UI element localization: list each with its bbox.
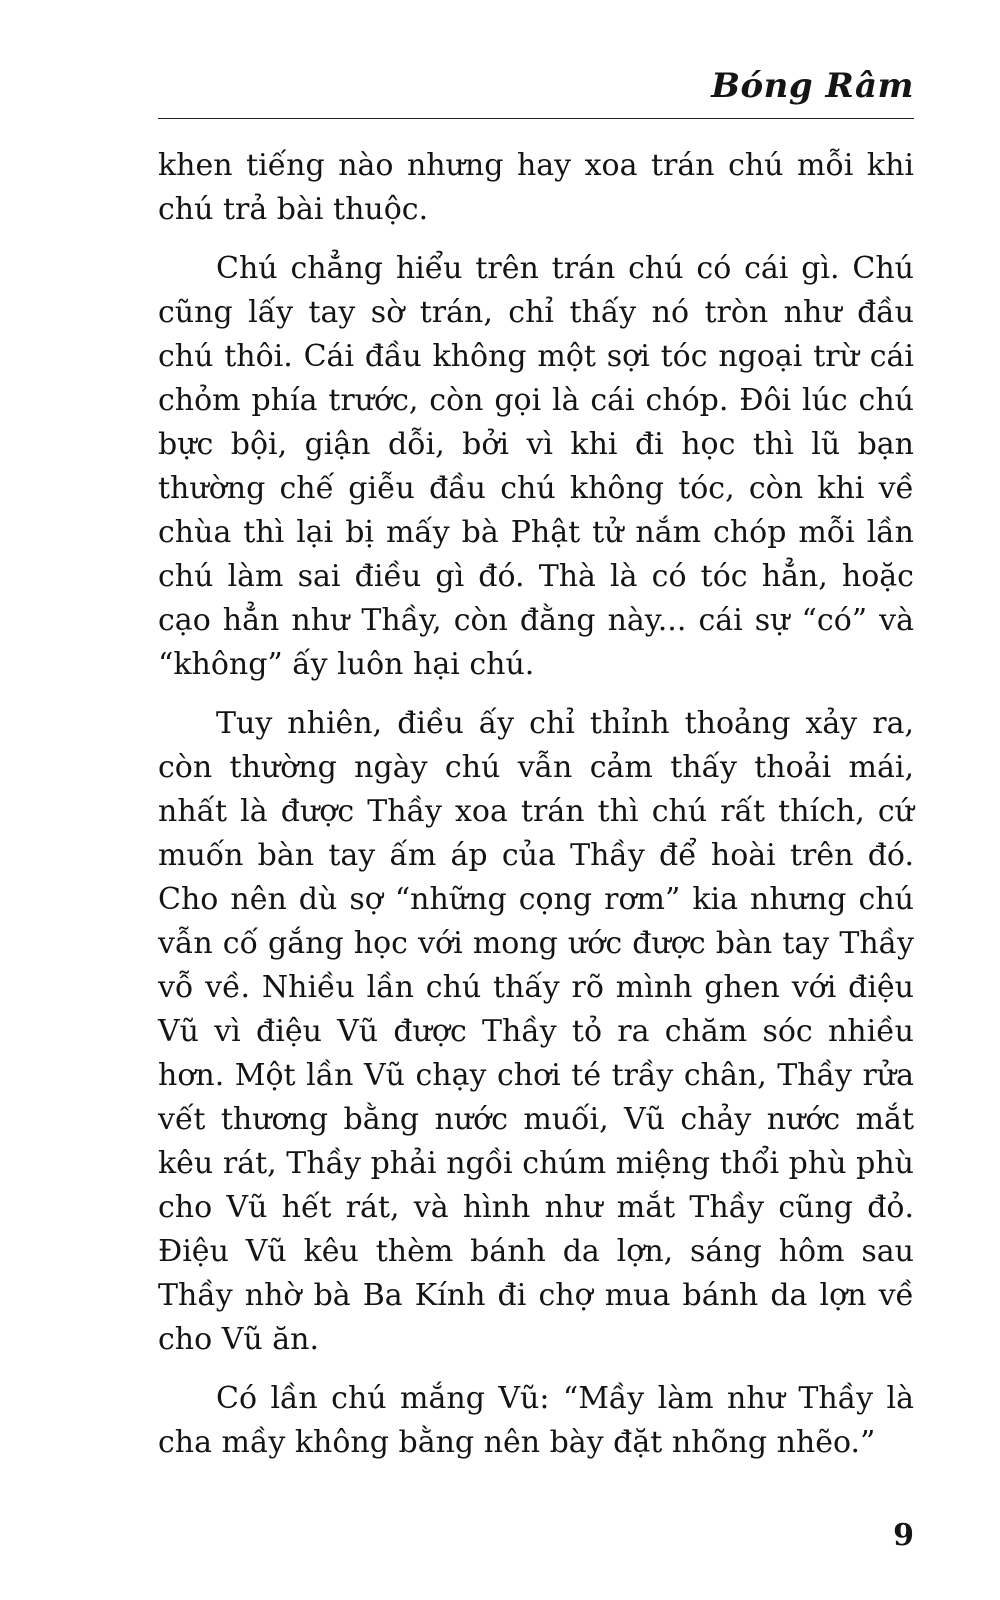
paragraph: khen tiếng nào nhưng hay xoa trán chú mỗi khi chú trả bài thuộc. — [158, 148, 914, 227]
paragraph: Chú chẳng hiểu trên trán chú có cái gì. Chú cũng lấy tay sờ trán, chỉ thấy nó tròn như đầu chú thôi. Cái đầu không một sợi tóc ngoại trừ cái chỏm phía trước, còn gọi là cái chóp. Đôi lúc chú bực bội, giận dỗi, bởi vì khi đi học thì lũ bạn thường chế giễu đầu chú không tóc, còn khi về chùa thì lại bị mấy bà Phật tử nắm chóp mỗi lần chú làm sai điều gì đó. Thà là có tóc hẳn, hoặc cạo hẳn như Thầy, còn đằng này... cái sự “có” và “không” ấy luôn hại chú. — [158, 251, 914, 682]
page-number: 9 — [893, 1518, 914, 1553]
page-body — [158, 144, 914, 1480]
running-header — [158, 58, 914, 119]
book-title: Bóng Râm — [711, 66, 914, 106]
paragraph: Tuy nhiên, điều ấy chỉ thỉnh thoảng xảy ra, còn thường ngày chú vẫn cảm thấy thoải mái, nhất là được Thầy xoa trán thì chú rất thích, cứ muốn bàn tay ấm áp của Thầy để hoài trên đó. Cho nên dù sợ “những cọng rơm” kia nhưng chú vẫn cố gắng học với mong ước được bàn tay Thầy vỗ về. Nhiều lần chú thấy rõ mình ghen với điệu Vũ vì điệu Vũ được Thầy tỏ ra chăm sóc nhiều hơn. Một lần Vũ chạy chơi té trầy chân, Thầy rửa vết thương bằng nước muối, Vũ chảy nước mắt kêu rát, Thầy phải ngồi chúm miệng thổi phù phù cho Vũ hết rát, và hình như mắt Thầy cũng đỏ. Điệu Vũ kêu thèm bánh da lợn, sáng hôm sau Thầy nhờ bà Ba Kính đi chợ mua bánh da lợn về cho Vũ ăn. — [158, 706, 914, 1357]
paragraph: Có lần chú mắng Vũ: “Mầy làm như Thầy là cha mầy không bằng nên bày đặt nhõng nhẽo.” — [158, 1381, 914, 1460]
